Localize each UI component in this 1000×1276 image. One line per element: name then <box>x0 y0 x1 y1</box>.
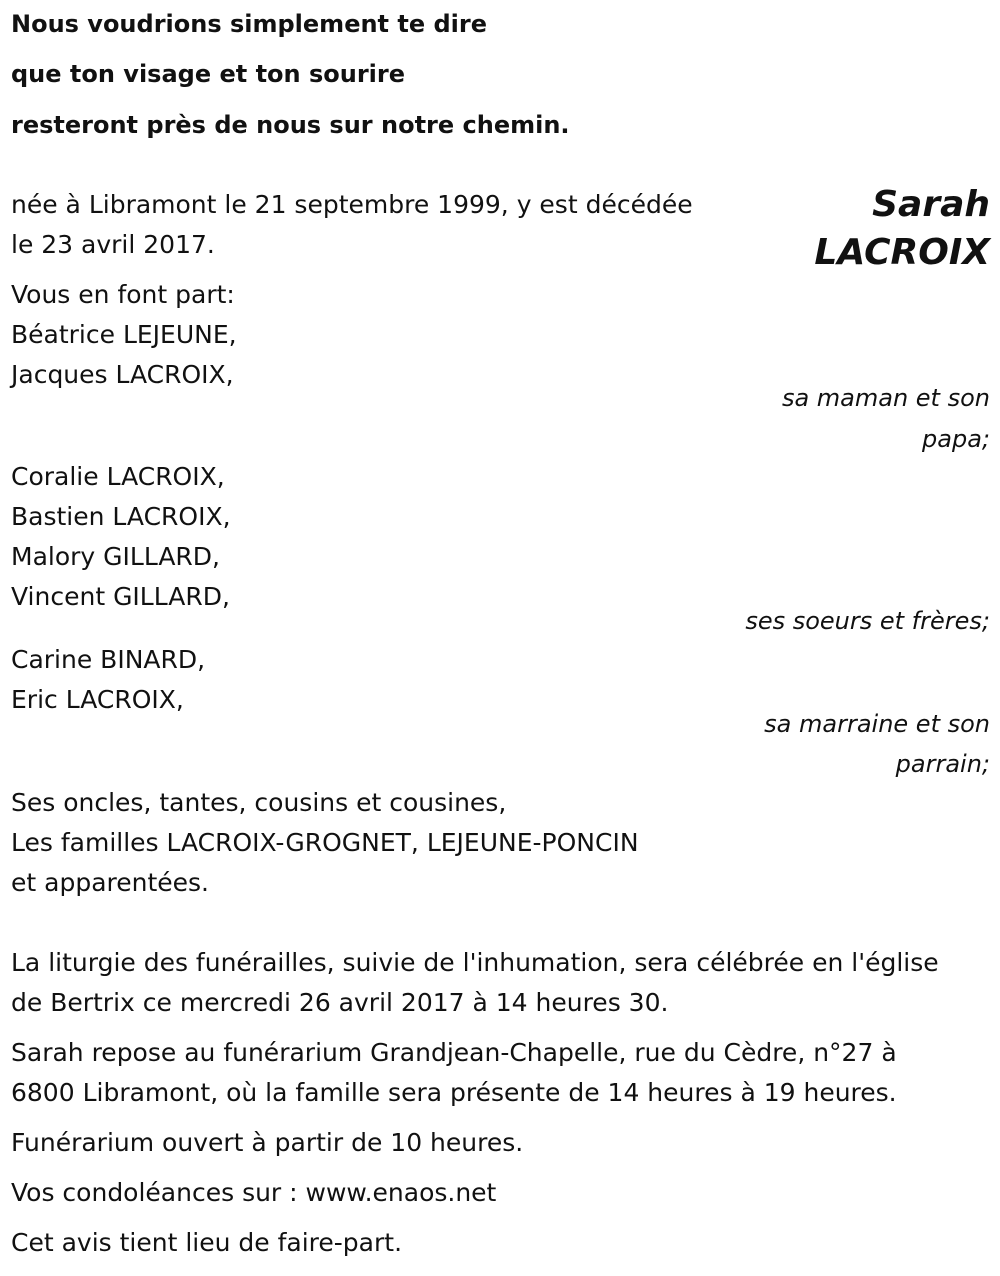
siblings-role: ses soeurs et frères; <box>745 607 990 635</box>
family-line-2: Les familles LACROIX-GROGNET, LEJEUNE-PONCIN <box>11 828 639 857</box>
godparents-role-line-1: sa marraine et son <box>764 710 990 738</box>
godparents-role-line-2: parrain; <box>895 750 990 778</box>
godparent-name: Eric LACROIX, <box>11 685 184 714</box>
godparent-name: Carine BINARD, <box>11 645 206 674</box>
repose-line-1: Sarah repose au funérarium Grandjean-Chapelle, rue du Cèdre, n°27 à <box>11 1038 897 1067</box>
condolences-text: Vos condoléances sur : www.enaos.net <box>11 1178 497 1207</box>
sibling-name: Coralie LACROIX, <box>11 462 225 491</box>
funeral-line-2: de Bertrix ce mercredi 26 avril 2017 à 14 heures 30. <box>11 988 669 1017</box>
announce-text: Vous en font part: <box>11 280 235 309</box>
intro-line-3: resteront près de nous sur notre chemin. <box>11 111 570 139</box>
birth-line-1: née à Libramont le 21 septembre 1999, y est décédée <box>11 190 693 219</box>
intro-line-2: que ton visage et ton sourire <box>11 60 406 88</box>
parents-role-line-1: sa maman et son <box>781 384 990 412</box>
parents-role-line-2: papa; <box>922 425 990 453</box>
parent-name: Béatrice LEJEUNE, <box>11 320 237 349</box>
family-line-1: Ses oncles, tantes, cousins et cousines, <box>11 788 507 817</box>
funeral-line-1: La liturgie des funérailles, suivie de l'inhumation, sera célébrée en l'église <box>11 948 939 977</box>
deceased-last-name: LACROIX <box>814 232 990 273</box>
sibling-name: Bastien LACROIX, <box>11 502 231 531</box>
notice-text: Cet avis tient lieu de faire-part. <box>11 1228 403 1257</box>
birth-line-2: le 23 avril 2017. <box>11 230 215 259</box>
sibling-name: Malory GILLARD, <box>11 542 220 571</box>
family-line-3: et apparentées. <box>11 868 209 897</box>
repose-line-2: 6800 Libramont, où la famille sera présente de 14 heures à 19 heures. <box>11 1078 897 1107</box>
intro-line-1: Nous voudrions simplement te dire <box>11 10 488 38</box>
opening-hours: Funérarium ouvert à partir de 10 heures. <box>11 1128 524 1157</box>
parent-name: Jacques LACROIX, <box>11 360 234 389</box>
sibling-name: Vincent GILLARD, <box>11 582 230 611</box>
deceased-first-name: Sarah <box>872 184 990 225</box>
